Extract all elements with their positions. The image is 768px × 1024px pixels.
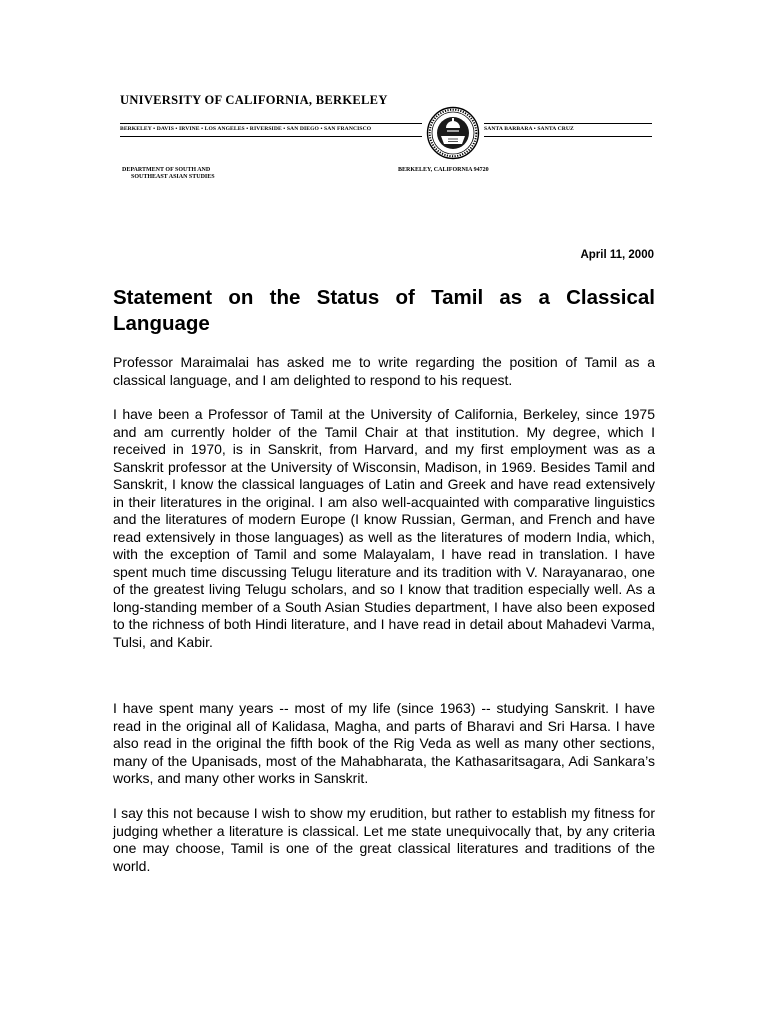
department-name (122, 167, 215, 181)
letterhead (0, 0, 768, 190)
letterhead-rule-right-top (484, 123, 652, 124)
university-seal-icon (426, 106, 480, 160)
paragraph-1: Professor Maraimalai has asked me to write regarding the position of Tamil as a classical language, and I am delighted to respond to his request. (113, 354, 655, 388)
paragraph-3: I have spent many years -- most of my life (since 1963) -- studying Sanskrit. I have read in the original all of Kalidasa, Magha, and parts of Bharavi and Sri Harsa. I have also read in the original the fifth book of the Rig Veda as well as many other sections, many of the Upanisads, most of the Mahabharata, the Kathasaritsagara, Adi Sankara’s works, and many other works in Sanskrit. (113, 700, 655, 786)
campus-list-right: SANTA BARBARA • SANTA CRUZ (484, 126, 574, 132)
department-line-2: SOUTHEAST ASIAN STUDIES (131, 174, 215, 180)
letter-date: April 11, 2000 (580, 249, 654, 261)
document-title: Statement on the Status of Tamil as a Classical Language (113, 286, 655, 335)
university-name: UNIVERSITY OF CALIFORNIA, BERKELEY (120, 93, 388, 107)
letterhead-rule-left-bottom (120, 136, 422, 137)
campus-list-left: BERKELEY • DAVIS • IRVINE • LOS ANGELES • RIVERSIDE • SAN DIEGO • SAN FRANCISCO (120, 126, 372, 132)
letterhead-rule-left-top (120, 123, 422, 124)
department-line-1: DEPARTMENT OF SOUTH AND (122, 167, 211, 173)
letterhead-rule-right-bottom (484, 136, 652, 137)
paragraph-2: I have been a Professor of Tamil at the University of California, Berkeley, since 1975 and am currently holder of the Tamil Chair at that institution. My degree, which I received in 1970, is in Sanskrit, from Harvard, and my first employment was as a Sanskrit professor at the University of Wisconsin, Madison, in 1969. Besides Tamil and Sanskrit, I know the classical languages of Latin and Greek and have read extensively in their literatures in the original. I am also well-acquainted with comparative linguistics and the literatures of modern Europe (I know Russian, German, and French and have read extensively in those languages) as well as the literatures of modern India, which, with the exception of Tamil and some Malayalam, I have read in translation. I have spent much time discussing Telugu literature and its tradition with V. Narayanarao, one of the greatest living Telugu scholars, and so I know that tradition especially well. As a long-standing member of a South Asian Studies department, I have also been exposed to the richness of both Hindi literature, and I have read in detail about Mahadevi Varma, Tulsi, and Kabir. (113, 406, 655, 650)
city-address: BERKELEY, CALIFORNIA 94720 (398, 167, 489, 173)
paragraph-4: I say this not because I wish to show my erudition, but rather to establish my fitness for judging whether a literature is classical. Let me state unequivocally that, by any criteria one may choose, Tamil is one of the great classical literatures and traditions of the world. (113, 805, 655, 874)
